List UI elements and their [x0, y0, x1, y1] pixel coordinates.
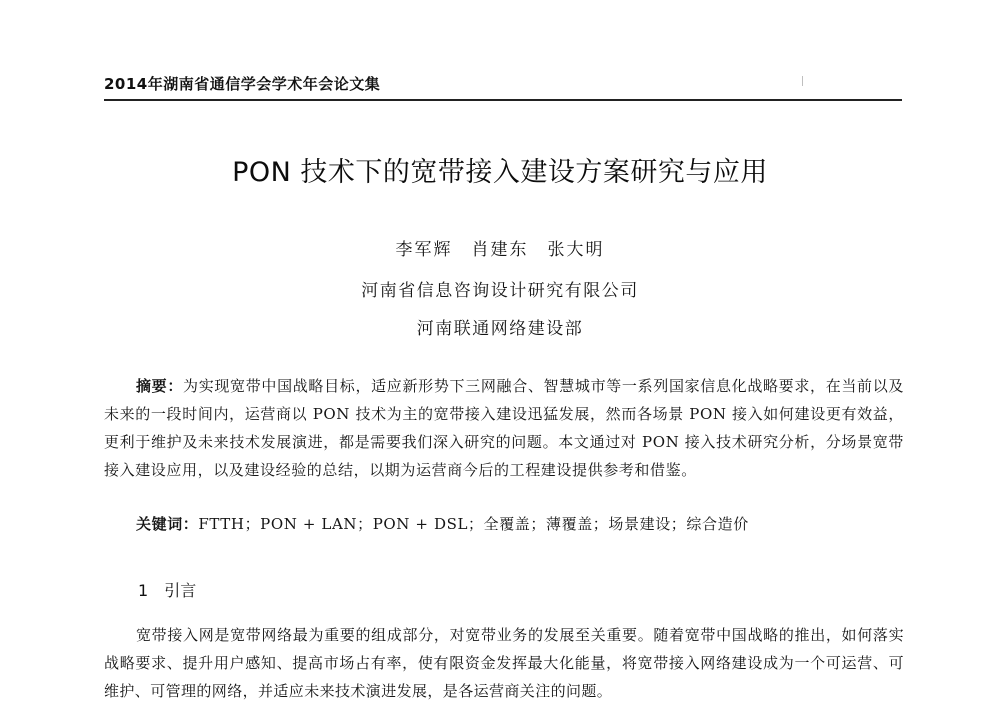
paper-title: PON 技术下的宽带接入建设方案研究与应用: [232, 157, 768, 188]
body-paragraph: 宽带接入网是宽带网络最为重要的组成部分，对宽带业务的发展至关重要。随着宽带中国战略的推出，如何落实战略要求、提升用户感知、提高市场占有率，使有限资金发挥最大化能量，将宽带接入网络建设成为一个可运营、可维护、可管理的网络，并适应未来技术演进发展，是各运营商关注的问题。: [104, 626, 904, 700]
section-number: 1: [138, 581, 149, 600]
abstract-text: 为实现宽带中国战略目标，适应新形势下三网融合、智慧城市等一系列国家信息化战略要求，在当前以及未来的一段时间内，运营商以 PON 技术为主的宽带接入建设迅猛发展，然而各场景 PON 接入如何建设更有效益，更利于维护及未来技术发展演进，都是需要我们深入研究的问题。本文通过对 PON 接入技术研究分析，分场景宽带接入建设应用，以及建设经验的总结，以期为运营商今后的工程建设提供参考和借鉴。: [104, 377, 904, 479]
running-head: 2014年湖南省通信学会学术年会论文集: [104, 75, 381, 93]
section-heading: [138, 578, 196, 601]
abstract: [104, 372, 904, 484]
keywords-text: FTTH；PON + LAN；PON + DSL；全覆盖；薄覆盖；场景建设；综合造价: [198, 515, 749, 533]
section-title: 引言: [164, 581, 197, 600]
author-list: 李军辉 肖建东 张大明: [395, 240, 605, 260]
keywords-label: 关键词：: [136, 515, 199, 533]
header-rule: [104, 99, 902, 101]
affiliation-2: 河南联通网络建设部: [416, 319, 584, 339]
keywords: [136, 512, 904, 536]
margin-mark: [802, 76, 803, 86]
affiliation-1: 河南省信息咨询设计研究有限公司: [361, 281, 639, 301]
abstract-label: 摘要：: [136, 377, 184, 395]
